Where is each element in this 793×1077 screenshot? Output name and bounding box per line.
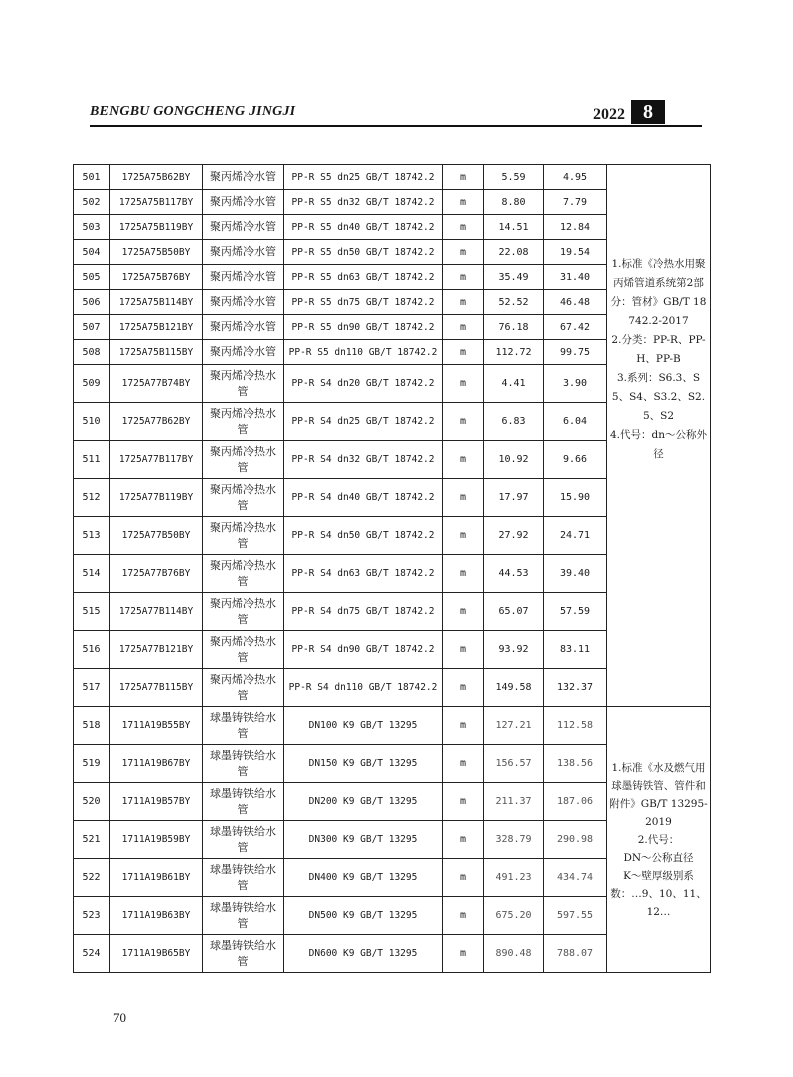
table-row	[74, 707, 711, 745]
material-spec: PP-R S4 dn63 GB/T 18742.2	[284, 555, 443, 593]
material-spec: PP-R S4 dn75 GB/T 18742.2	[284, 593, 443, 631]
page-number: 70	[113, 1010, 126, 1025]
row-number: 521	[74, 821, 110, 859]
price-tax-excluded: 12.84	[544, 215, 607, 240]
unit: m	[443, 555, 484, 593]
unit: m	[443, 290, 484, 315]
note-ductile-iron-pipes	[607, 707, 711, 973]
price-tax-included: 35.49	[484, 265, 544, 290]
unit: m	[443, 745, 484, 783]
price-tax-excluded: 3.90	[544, 365, 607, 403]
row-number: 503	[74, 215, 110, 240]
material-name: 聚丙烯冷水管	[203, 190, 284, 215]
material-spec: DN600 K9 GB/T 13295	[284, 935, 443, 973]
row-number: 524	[74, 935, 110, 973]
price-tax-included: 112.72	[484, 340, 544, 365]
price-tax-included: 6.83	[484, 403, 544, 441]
unit: m	[443, 365, 484, 403]
row-number: 508	[74, 340, 110, 365]
price-tax-excluded: 39.40	[544, 555, 607, 593]
material-code: 1711A19B65BY	[110, 935, 203, 973]
unit: m	[443, 783, 484, 821]
material-code: 1711A19B59BY	[110, 821, 203, 859]
price-tax-included: 491.23	[484, 859, 544, 897]
unit: m	[443, 897, 484, 935]
material-name: 球墨铸铁给水管	[203, 897, 284, 935]
material-code: 1725A77B62BY	[110, 403, 203, 441]
material-spec: DN500 K9 GB/T 13295	[284, 897, 443, 935]
price-tax-included: 328.79	[484, 821, 544, 859]
price-tax-excluded: 290.98	[544, 821, 607, 859]
material-code: 1725A77B114BY	[110, 593, 203, 631]
material-spec: PP-R S4 dn50 GB/T 18742.2	[284, 517, 443, 555]
row-number: 511	[74, 441, 110, 479]
material-code: 1711A19B63BY	[110, 897, 203, 935]
material-code: 1725A75B114BY	[110, 290, 203, 315]
row-number: 510	[74, 403, 110, 441]
row-number: 517	[74, 669, 110, 707]
material-name: 聚丙烯冷热水管	[203, 365, 284, 403]
material-name: 聚丙烯冷热水管	[203, 403, 284, 441]
price-tax-included: 76.18	[484, 315, 544, 340]
material-code: 1725A75B50BY	[110, 240, 203, 265]
material-name: 球墨铸铁给水管	[203, 935, 284, 973]
material-name: 聚丙烯冷水管	[203, 290, 284, 315]
price-tax-included: 65.07	[484, 593, 544, 631]
price-tax-included: 10.92	[484, 441, 544, 479]
note-line: 2.代号：	[637, 833, 680, 846]
row-number: 505	[74, 265, 110, 290]
price-tax-included: 14.51	[484, 215, 544, 240]
material-name: 球墨铸铁给水管	[203, 821, 284, 859]
price-tax-excluded: 67.42	[544, 315, 607, 340]
material-code: 1725A75B121BY	[110, 315, 203, 340]
unit: m	[443, 669, 484, 707]
price-tax-excluded: 15.90	[544, 479, 607, 517]
material-code: 1725A75B115BY	[110, 340, 203, 365]
row-number: 501	[74, 165, 110, 190]
table-row	[74, 165, 711, 190]
material-code: 1725A75B117BY	[110, 190, 203, 215]
material-code: 1711A19B61BY	[110, 859, 203, 897]
material-name: 球墨铸铁给水管	[203, 707, 284, 745]
price-tax-excluded: 31.40	[544, 265, 607, 290]
material-name: 聚丙烯冷水管	[203, 240, 284, 265]
material-name: 球墨铸铁给水管	[203, 745, 284, 783]
unit: m	[443, 821, 484, 859]
price-tax-excluded: 597.55	[544, 897, 607, 935]
material-spec: DN150 K9 GB/T 13295	[284, 745, 443, 783]
row-number: 518	[74, 707, 110, 745]
material-code: 1725A75B76BY	[110, 265, 203, 290]
price-tax-excluded: 19.54	[544, 240, 607, 265]
price-tax-included: 890.48	[484, 935, 544, 973]
price-tax-included: 22.08	[484, 240, 544, 265]
material-spec: PP-R S5 dn25 GB/T 18742.2	[284, 165, 443, 190]
unit: m	[443, 707, 484, 745]
material-name: 聚丙烯冷热水管	[203, 631, 284, 669]
material-code: 1711A19B57BY	[110, 783, 203, 821]
price-tax-excluded: 24.71	[544, 517, 607, 555]
material-spec: PP-R S5 dn40 GB/T 18742.2	[284, 215, 443, 240]
price-tax-excluded: 138.56	[544, 745, 607, 783]
material-spec: PP-R S4 dn40 GB/T 18742.2	[284, 479, 443, 517]
material-spec: PP-R S5 dn63 GB/T 18742.2	[284, 265, 443, 290]
row-number: 514	[74, 555, 110, 593]
material-spec: PP-R S4 dn20 GB/T 18742.2	[284, 365, 443, 403]
material-name: 聚丙烯冷热水管	[203, 669, 284, 707]
price-tax-excluded: 434.74	[544, 859, 607, 897]
price-tax-included: 17.97	[484, 479, 544, 517]
material-spec: PP-R S4 dn90 GB/T 18742.2	[284, 631, 443, 669]
unit: m	[443, 479, 484, 517]
row-number: 504	[74, 240, 110, 265]
unit: m	[443, 403, 484, 441]
material-name: 聚丙烯冷水管	[203, 215, 284, 240]
price-tax-included: 156.57	[484, 745, 544, 783]
material-code: 1725A77B121BY	[110, 631, 203, 669]
material-code: 1725A75B62BY	[110, 165, 203, 190]
note-line: K～壁厚级别系数：…9、10、11、12…	[610, 869, 707, 918]
price-tax-excluded: 788.07	[544, 935, 607, 973]
material-spec: DN400 K9 GB/T 13295	[284, 859, 443, 897]
material-spec: DN100 K9 GB/T 13295	[284, 707, 443, 745]
price-tax-excluded: 46.48	[544, 290, 607, 315]
material-code: 1725A77B115BY	[110, 669, 203, 707]
header-rule	[90, 125, 702, 127]
price-tax-excluded: 187.06	[544, 783, 607, 821]
unit: m	[443, 593, 484, 631]
material-code: 1711A19B55BY	[110, 707, 203, 745]
row-number: 516	[74, 631, 110, 669]
price-tax-included: 4.41	[484, 365, 544, 403]
unit: m	[443, 315, 484, 340]
material-spec: PP-R S5 dn110 GB/T 18742.2	[284, 340, 443, 365]
material-code: 1725A77B119BY	[110, 479, 203, 517]
unit: m	[443, 190, 484, 215]
issue-number-badge: 8	[631, 100, 665, 124]
note-line: 2.分类：PP-R、PP-H、PP-B	[611, 334, 706, 365]
issue-year: 2022	[593, 106, 625, 123]
material-code: 1711A19B67BY	[110, 745, 203, 783]
unit: m	[443, 165, 484, 190]
material-name: 聚丙烯冷热水管	[203, 441, 284, 479]
material-code: 1725A77B76BY	[110, 555, 203, 593]
material-name: 聚丙烯冷热水管	[203, 593, 284, 631]
unit: m	[443, 631, 484, 669]
price-tax-included: 149.58	[484, 669, 544, 707]
material-name: 聚丙烯冷水管	[203, 165, 284, 190]
price-tax-excluded: 6.04	[544, 403, 607, 441]
material-code: 1725A77B74BY	[110, 365, 203, 403]
page-header	[90, 100, 702, 126]
row-number: 515	[74, 593, 110, 631]
price-tax-included: 5.59	[484, 165, 544, 190]
material-spec: PP-R S5 dn75 GB/T 18742.2	[284, 290, 443, 315]
price-tax-excluded: 83.11	[544, 631, 607, 669]
price-tax-excluded: 112.58	[544, 707, 607, 745]
price-tax-excluded: 99.75	[544, 340, 607, 365]
note-line: 1.标准《冷热水用聚丙烯管道系统第2部分：管材》GB/T 18742.2-2017	[610, 258, 707, 327]
price-tax-included: 8.80	[484, 190, 544, 215]
journal-title: BENGBU GONGCHENG JINGJI	[90, 104, 296, 119]
price-tax-excluded: 132.37	[544, 669, 607, 707]
unit: m	[443, 340, 484, 365]
material-name: 聚丙烯冷水管	[203, 265, 284, 290]
price-tax-included: 27.92	[484, 517, 544, 555]
material-code: 1725A77B117BY	[110, 441, 203, 479]
unit: m	[443, 215, 484, 240]
row-number: 506	[74, 290, 110, 315]
row-number: 512	[74, 479, 110, 517]
material-name: 聚丙烯冷热水管	[203, 555, 284, 593]
note-line: 4.代号：dn～公称外径	[609, 429, 707, 460]
note-pp-pipes	[607, 165, 711, 707]
material-name: 聚丙烯冷水管	[203, 315, 284, 340]
row-number: 520	[74, 783, 110, 821]
price-tax-included: 52.52	[484, 290, 544, 315]
material-name: 球墨铸铁给水管	[203, 783, 284, 821]
note-line: 3.系列：S6.3、S5、S4、S3.2、S2.5、S2	[611, 372, 706, 422]
price-tax-excluded: 4.95	[544, 165, 607, 190]
row-number: 507	[74, 315, 110, 340]
material-spec: DN200 K9 GB/T 13295	[284, 783, 443, 821]
price-tax-included: 127.21	[484, 707, 544, 745]
price-tax-included: 44.53	[484, 555, 544, 593]
row-number: 502	[74, 190, 110, 215]
material-spec: DN300 K9 GB/T 13295	[284, 821, 443, 859]
unit: m	[443, 441, 484, 479]
material-spec: PP-R S5 dn50 GB/T 18742.2	[284, 240, 443, 265]
note-line: 1.标准《水及燃气用球墨铸铁管、管件和附件》GB/T 13295-2019	[609, 761, 708, 828]
material-spec: PP-R S4 dn110 GB/T 18742.2	[284, 669, 443, 707]
price-tax-excluded: 9.66	[544, 441, 607, 479]
row-number: 513	[74, 517, 110, 555]
material-spec: PP-R S5 dn32 GB/T 18742.2	[284, 190, 443, 215]
material-name: 聚丙烯冷水管	[203, 340, 284, 365]
unit: m	[443, 859, 484, 897]
material-spec: PP-R S4 dn25 GB/T 18742.2	[284, 403, 443, 441]
price-table-body	[74, 165, 711, 973]
unit: m	[443, 240, 484, 265]
note-line: DN～公称直径	[623, 851, 694, 864]
row-number: 523	[74, 897, 110, 935]
material-name: 聚丙烯冷热水管	[203, 517, 284, 555]
row-number: 509	[74, 365, 110, 403]
row-number: 519	[74, 745, 110, 783]
price-tax-excluded: 7.79	[544, 190, 607, 215]
unit: m	[443, 517, 484, 555]
unit: m	[443, 935, 484, 973]
price-table	[73, 164, 711, 973]
material-name: 球墨铸铁给水管	[203, 859, 284, 897]
price-tax-included: 93.92	[484, 631, 544, 669]
material-spec: PP-R S4 dn32 GB/T 18742.2	[284, 441, 443, 479]
material-code: 1725A77B50BY	[110, 517, 203, 555]
material-spec: PP-R S5 dn90 GB/T 18742.2	[284, 315, 443, 340]
row-number: 522	[74, 859, 110, 897]
price-tax-included: 675.20	[484, 897, 544, 935]
price-tax-excluded: 57.59	[544, 593, 607, 631]
material-code: 1725A75B119BY	[110, 215, 203, 240]
unit: m	[443, 265, 484, 290]
price-tax-included: 211.37	[484, 783, 544, 821]
material-name: 聚丙烯冷热水管	[203, 479, 284, 517]
